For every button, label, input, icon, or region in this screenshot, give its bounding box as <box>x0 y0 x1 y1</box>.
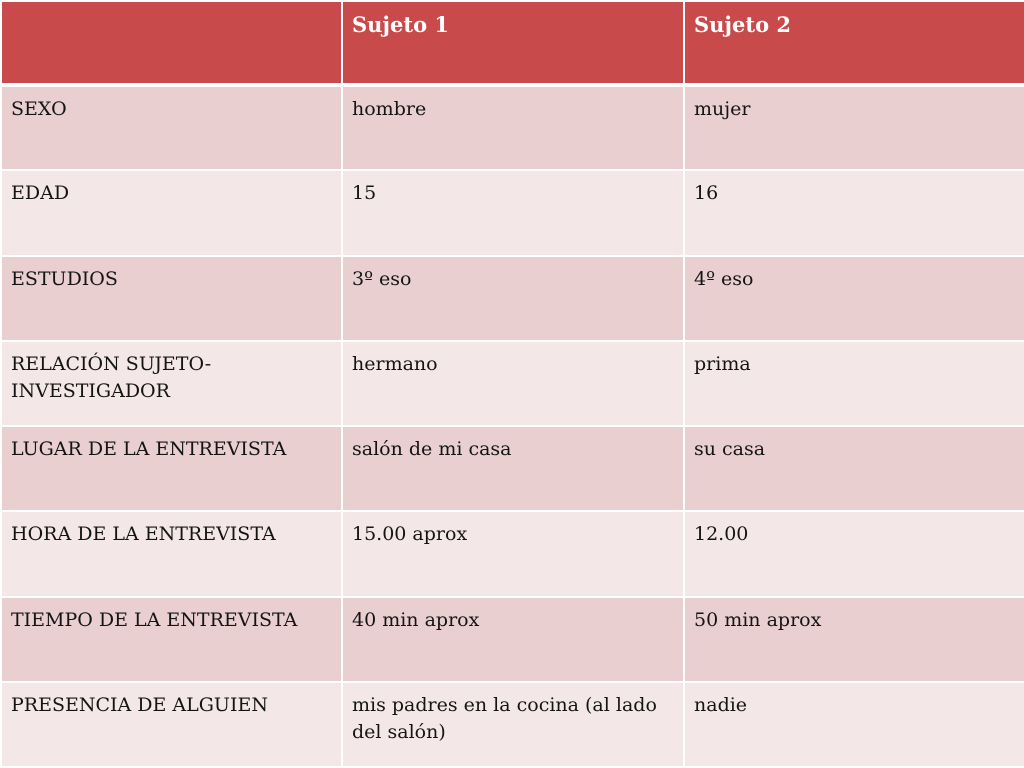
cell-subject-1: salón de mi casa <box>342 426 684 511</box>
cell-subject-2: 12.00 <box>684 511 1024 596</box>
row-label: PRESENCIA DE ALGUIEN <box>1 682 342 767</box>
header-cell-subject-2: Sujeto 2 <box>684 1 1024 85</box>
row-label: SEXO <box>1 85 342 170</box>
header-cell-empty <box>1 1 342 85</box>
cell-subject-1: 40 min aprox <box>342 597 684 682</box>
table-row <box>1 170 1024 255</box>
row-label: EDAD <box>1 170 342 255</box>
table-row <box>1 511 1024 596</box>
row-label: HORA DE LA ENTREVISTA <box>1 511 342 596</box>
row-label: ESTUDIOS <box>1 256 342 341</box>
cell-subject-1: 3º eso <box>342 256 684 341</box>
cell-subject-1: mis padres en la cocina (al lado del salón) <box>342 682 684 767</box>
cell-subject-2: 16 <box>684 170 1024 255</box>
row-label: RELACIÓN SUJETO-INVESTIGADOR <box>1 341 342 426</box>
cell-subject-2: nadie <box>684 682 1024 767</box>
table-row <box>1 256 1024 341</box>
cell-subject-1: 15 <box>342 170 684 255</box>
table-row <box>1 682 1024 767</box>
cell-subject-2: prima <box>684 341 1024 426</box>
cell-subject-1: 15.00 aprox <box>342 511 684 596</box>
cell-subject-2: 50 min aprox <box>684 597 1024 682</box>
table-header-row <box>1 1 1024 85</box>
table-row <box>1 426 1024 511</box>
cell-subject-2: 4º eso <box>684 256 1024 341</box>
cell-subject-2: su casa <box>684 426 1024 511</box>
header-cell-subject-1: Sujeto 1 <box>342 1 684 85</box>
cell-subject-2: mujer <box>684 85 1024 170</box>
table-row <box>1 597 1024 682</box>
row-label: LUGAR DE LA ENTREVISTA <box>1 426 342 511</box>
cell-subject-1: hombre <box>342 85 684 170</box>
table-row <box>1 85 1024 170</box>
row-label: TIEMPO DE LA ENTREVISTA <box>1 597 342 682</box>
cell-subject-1: hermano <box>342 341 684 426</box>
table-row <box>1 341 1024 426</box>
